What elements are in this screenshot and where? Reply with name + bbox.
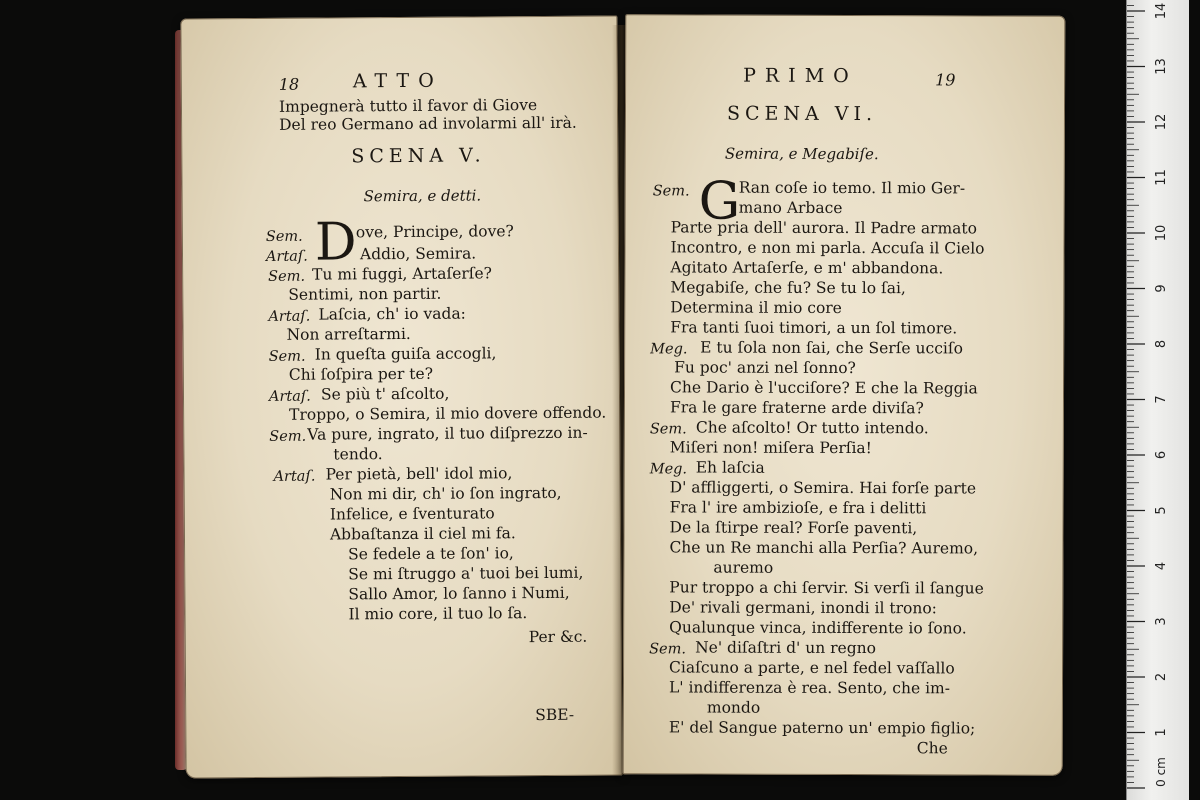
dialogue-line: Va pure, ingrato, il tuo diſprezzo in-: [307, 423, 588, 444]
dialogue-line: Per &c.: [528, 627, 588, 647]
dialogue-line: mondo: [706, 698, 761, 717]
left-page: [180, 15, 622, 778]
dialogue-line: De' rivali germani, inondi il trono:: [669, 598, 937, 618]
ruler-number: 7: [1154, 395, 1169, 404]
ruler-number: 9: [1154, 284, 1169, 293]
running-head: ATTO: [352, 69, 443, 93]
dialogue-line: E' del Sangue paterno un' empio figlio;: [668, 718, 976, 738]
dialogue-line: ove, Principe, dove?: [355, 222, 514, 242]
dialogue-line: Pur troppo a chi ſervir. Si verſi il ſangue: [669, 578, 984, 598]
dialogue-line: Determina il mio core: [670, 298, 842, 317]
dialogue-line: Non mi dir, ch' io ſon ingrato,: [329, 483, 562, 504]
dialogue-line: Ne' diſaſtri d' un regno: [695, 638, 877, 658]
ruler-number: 1: [1154, 728, 1169, 737]
speaker-label: Artaſ.: [265, 248, 308, 265]
ruler-unit-label: 0 cm: [1154, 757, 1168, 787]
dialogue-line: D' affliggerti, o Semira. Hai forſe parte: [669, 478, 977, 498]
dialogue-line: Laſcia, ch' io vada:: [318, 304, 466, 324]
page-number: 19: [935, 70, 956, 90]
dialogue-line: Abbaſtanza il ciel mi fa.: [329, 524, 516, 544]
dialogue-line: Che aſcolto! Or tutto intendo.: [695, 418, 929, 438]
ruler-number: 12: [1154, 113, 1169, 131]
ruler-number: 11: [1154, 169, 1169, 186]
dialogue-line: Agitato Artaſerſe, e m' abbandona.: [670, 258, 944, 278]
speaker-label: Artaſ.: [268, 308, 311, 325]
dialogue-line: Se più t' aſcolto,: [320, 384, 450, 404]
dialogue-line: L' indifferenza è rea. Sento, che im-: [668, 678, 951, 698]
speaker-label: Sem.: [269, 428, 307, 445]
ruler-number: 13: [1154, 58, 1169, 75]
scene-title: SCENA V.: [351, 144, 486, 168]
dialogue-line: Megabiſe, che fu? Se tu lo ſai,: [670, 278, 906, 298]
dialogue-line: Se fedele a te ſon' io,: [348, 544, 514, 564]
catchword: SBE-: [535, 705, 575, 725]
scene-cast: Semira, e Megabiſe.: [724, 144, 879, 164]
dialogue-line: tendo.: [333, 445, 383, 464]
dialogue-line: Ran coſe io temo. Il mio Ger-: [738, 178, 966, 198]
dialogue-line: Per pietà, bell' idol mio,: [325, 464, 513, 484]
dialogue-line: Il mio core, il tuo lo ſa.: [348, 604, 528, 624]
scene-cast: Semira, e detti.: [363, 186, 482, 206]
text-line: Del reo Germano ad involarmi all' irà.: [279, 113, 577, 134]
dialogue-line: Fra le gare fraterne arde diviſa?: [669, 398, 924, 418]
speaker-label: Meg.: [650, 341, 688, 358]
speaker-label: Sem.: [649, 421, 687, 438]
dialogue-line: auremo: [713, 558, 774, 577]
dialogue-line: Miſeri non! miſera Perſia!: [669, 438, 872, 458]
dialogue-line: Tu mi fuggi, Artaſerſe?: [312, 264, 493, 284]
dialogue-line: Eh laſcia: [695, 458, 765, 477]
speaker-label: Meg.: [649, 461, 688, 478]
right-page: [623, 14, 1066, 776]
speaker-label: Artaſ.: [273, 468, 316, 485]
running-head: PRIMO: [743, 64, 858, 88]
speaker-label: Sem.: [268, 348, 306, 365]
dialogue-line: Incontro, e non mi parla. Accuſa il Cielo: [670, 238, 985, 258]
dialogue-line: Parte pria dell' aurora. Il Padre armato: [670, 218, 978, 238]
dialogue-line: E tu ſola non ſai, che Serſe ucciſo: [700, 338, 963, 358]
page-number: 18: [278, 74, 300, 94]
speaker-label: Sem.: [652, 183, 690, 200]
ruler-number: 4: [1154, 561, 1169, 571]
dialogue-line: Ciaſcuno a parte, e nel fedel vaſſallo: [669, 658, 955, 678]
ruler-scale: [1127, 0, 1189, 800]
speaker-label: Sem.: [649, 641, 687, 658]
ruler-number: 3: [1154, 617, 1169, 626]
dialogue-line: Infelice, e ſventurato: [329, 504, 495, 524]
dialogue-line: Sallo Amor, lo ſanno i Numi,: [348, 583, 570, 604]
dialogue-line: Che Dario è l'ucciſore? E che la Reggia: [669, 378, 978, 398]
dialogue-line: Sentimi, non partir.: [288, 284, 442, 304]
drop-cap: D: [314, 212, 357, 273]
dialogue-line: Fu poc' anzi nel ſonno?: [674, 358, 856, 378]
dialogue-line: Chi ſoſpira per te?: [288, 364, 434, 384]
ruler-number: 6: [1154, 450, 1169, 460]
dialogue-line: De la ſtirpe real? Forſe paventi,: [669, 518, 918, 538]
dialogue-line: Non arreſtarmi.: [286, 324, 411, 344]
drop-cap: G: [698, 171, 741, 232]
speaker-label: Sem.: [268, 268, 306, 285]
dialogue-line: Se mi ſtruggo a' tuoi bei lumi,: [348, 563, 584, 584]
ruler-number: 2: [1154, 672, 1169, 682]
dialogue-line: Troppo, o Semira, il mio dovere offendo.: [289, 403, 607, 424]
measurement-ruler: [1126, 0, 1189, 800]
ruler-number: 8: [1154, 339, 1169, 349]
dialogue-line: In queſta guiſa accogli,: [314, 344, 497, 364]
dialogue-line: Qualunque vinca, indifferente io ſono.: [669, 618, 967, 638]
dialogue-line: Addio, Semira.: [359, 244, 477, 264]
dialogue-line: Fra l' ire ambizioſe, e fra i delitti: [669, 498, 927, 518]
ruler-number: 5: [1154, 506, 1169, 515]
scene-title: SCENA VI.: [726, 102, 878, 126]
dialogue-line: mano Arbace: [738, 198, 843, 217]
ruler-number: 10: [1154, 224, 1169, 242]
catchword: Che: [916, 739, 948, 758]
speaker-label: Sem.: [265, 228, 303, 245]
speaker-label: Artaſ.: [268, 388, 311, 405]
ruler-number: 14: [1154, 2, 1169, 20]
dialogue-line: Fra tanti ſuoi timori, a un ſol timore.: [670, 318, 958, 338]
text-line: Impegnerà tutto il favor di Giove: [278, 96, 538, 116]
dialogue-line: Che un Re manchi alla Perſia? Auremo,: [669, 538, 979, 558]
